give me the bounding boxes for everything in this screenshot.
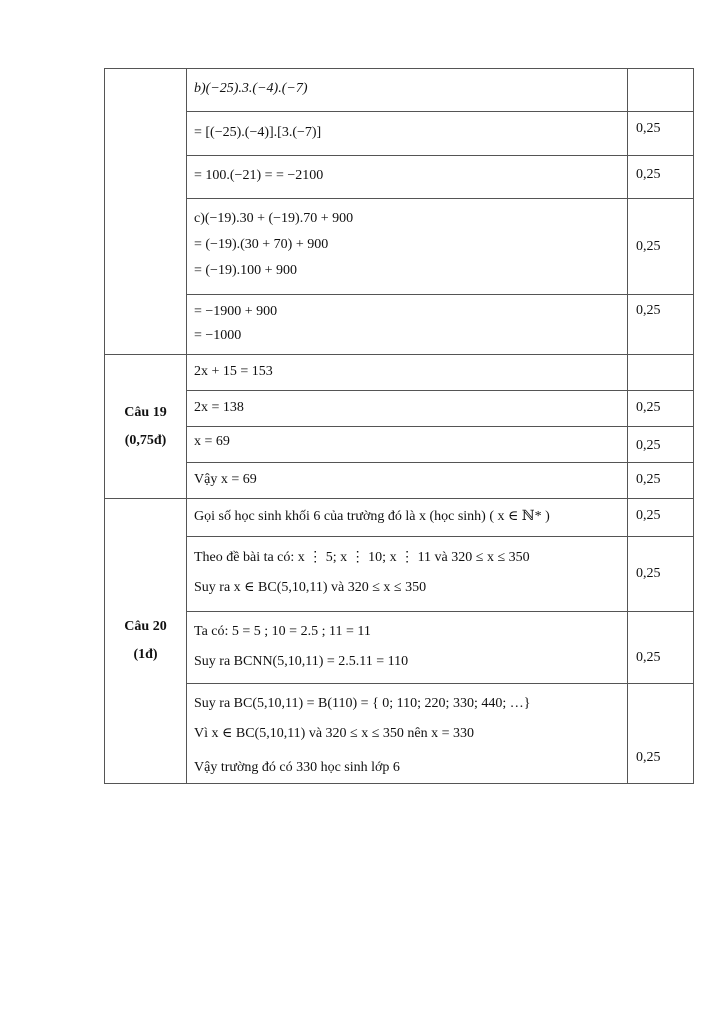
score-cell: 0,25 xyxy=(628,684,694,784)
score-cell: 0,25 xyxy=(628,156,694,199)
score-cell: 0,25 xyxy=(628,537,694,612)
answer-cell xyxy=(187,156,628,199)
table-row xyxy=(105,463,694,499)
table-row xyxy=(105,156,694,199)
score-cell: 0,25 xyxy=(628,112,694,156)
answer-line: Theo đề bài ta có: x ⋮ 5; x ⋮ 10; x ⋮ 11 và 320 ≤ x ≤ 350 xyxy=(194,550,530,565)
question-label: Câu 20 xyxy=(124,619,167,634)
answer-line: Suy ra BCNN(5,10,11) = 2.5.11 = 110 xyxy=(194,654,409,669)
answer-cell xyxy=(187,69,628,112)
answer-cell xyxy=(187,684,628,784)
answer-cell xyxy=(187,295,628,355)
score-cell: 0,25 xyxy=(628,463,694,499)
score-cell: 0,25 xyxy=(628,499,694,537)
answer-line: Vậy trường đó có 330 học sinh lớp 6 xyxy=(194,760,400,775)
table-row xyxy=(105,499,694,537)
table-row xyxy=(105,112,694,156)
answer-line: = (−19).(30 + 70) + 900 xyxy=(194,237,329,252)
answer-line: Suy ra x ∈ BC(5,10,11) và 320 ≤ x ≤ 350 xyxy=(194,580,427,595)
score-cell xyxy=(628,355,694,391)
answer-line: 2x = 138 xyxy=(194,400,244,415)
answer-line: = −1000 xyxy=(194,328,242,343)
answer-cell xyxy=(187,427,628,463)
table-row xyxy=(105,537,694,612)
answer-table xyxy=(104,68,694,784)
answer-cell xyxy=(187,499,628,537)
answer-cell xyxy=(187,612,628,684)
answer-line: Suy ra BC(5,10,11) = B(110) = { 0; 110; 220; 330; 440; …} xyxy=(194,696,531,711)
table-row xyxy=(105,69,694,112)
answer-line: c)(−19).30 + (−19).70 + 900 xyxy=(194,211,354,226)
question-points: (0,75đ) xyxy=(124,432,167,448)
answer-cell xyxy=(187,199,628,295)
answer-cell xyxy=(187,537,628,612)
answer-cell xyxy=(187,355,628,391)
table-row xyxy=(105,199,694,295)
answer-line: b)(−25).3.(−4).(−7) xyxy=(194,81,308,96)
answer-line: = 100.(−21) = = −2100 xyxy=(194,168,324,183)
table-row xyxy=(105,684,694,784)
answer-cell xyxy=(187,112,628,156)
question-label: Câu 19 xyxy=(124,404,167,420)
question-label-cell xyxy=(105,499,187,784)
answer-line: = −1900 + 900 xyxy=(194,304,278,319)
answer-line: Vì x ∈ BC(5,10,11) và 320 ≤ x ≤ 350 nên x = 330 xyxy=(194,726,475,741)
score-cell xyxy=(628,69,694,112)
question-points: (1đ) xyxy=(133,647,158,662)
score-cell: 0,25 xyxy=(628,612,694,684)
table-row xyxy=(105,295,694,355)
answer-line: 2x + 15 = 153 xyxy=(194,364,273,379)
answer-line: Gọi số học sinh khối 6 của trường đó là x (học sinh) ( x ∈ ℕ* ) xyxy=(194,509,550,524)
score-cell: 0,25 xyxy=(628,295,694,355)
answer-line: = [(−25).(−4)].[3.(−7)] xyxy=(194,125,322,140)
table-row xyxy=(105,612,694,684)
answer-line: x = 69 xyxy=(194,434,230,449)
score-cell: 0,25 xyxy=(628,427,694,463)
question-cell-empty xyxy=(105,69,187,355)
table-row xyxy=(105,391,694,427)
answer-cell xyxy=(187,391,628,427)
answer-cell xyxy=(187,463,628,499)
answer-line: Ta có: 5 = 5 ; 10 = 2.5 ; 11 = 11 xyxy=(194,624,371,639)
score-cell: 0,25 xyxy=(628,391,694,427)
table-row xyxy=(105,427,694,463)
answer-line: Vậy x = 69 xyxy=(194,472,257,487)
table-row xyxy=(105,355,694,391)
question-label-cell xyxy=(105,355,187,499)
score-cell: 0,25 xyxy=(628,199,694,295)
answer-line: = (−19).100 + 900 xyxy=(194,263,298,278)
